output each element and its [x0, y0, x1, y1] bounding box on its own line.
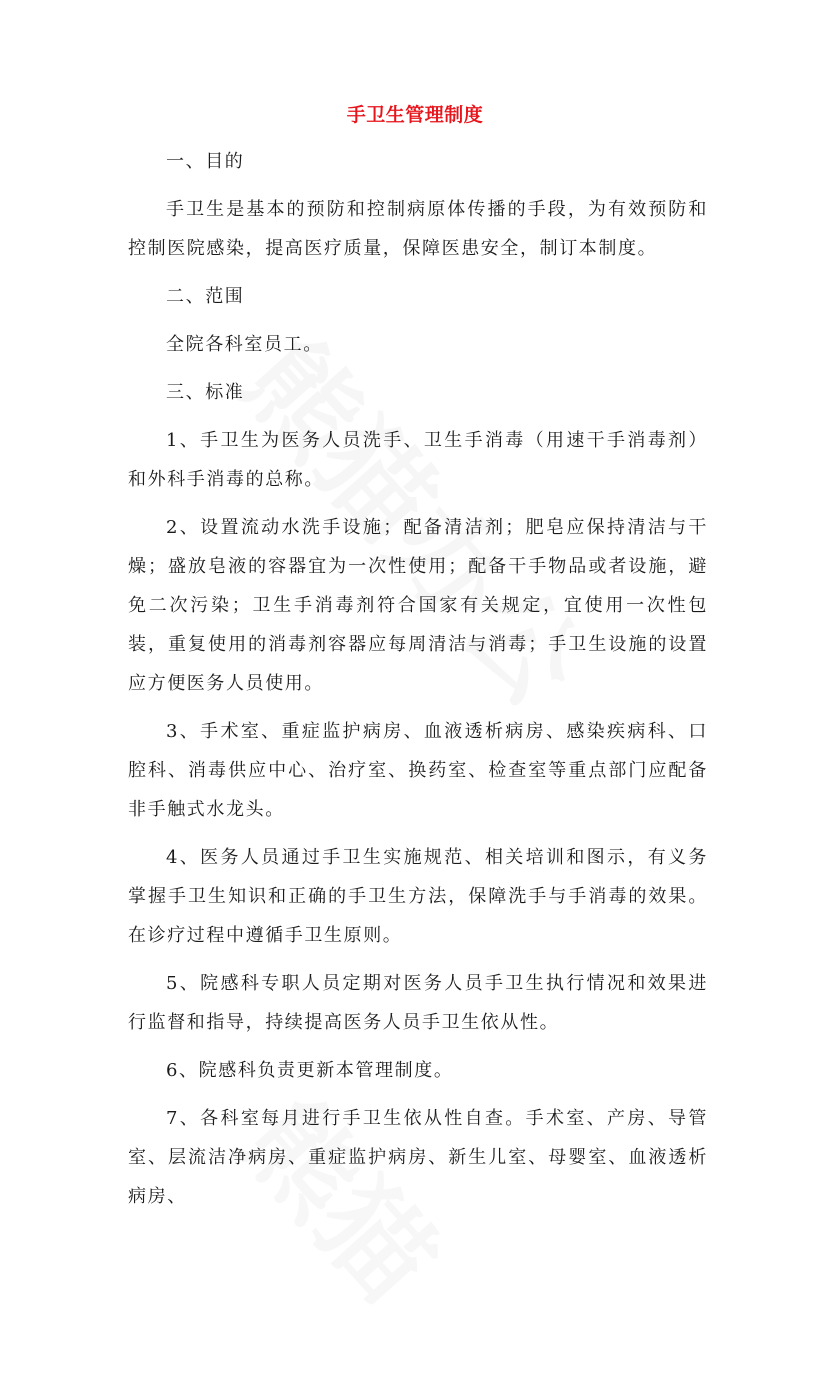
paragraph: 5、院感科专职人员定期对医务人员手卫生执行情况和效果进行监督和指导，持续提高医务人员手卫生依从性。 [128, 973, 708, 1033]
paragraph: 6、院感科负责更新本管理制度。 [166, 1060, 454, 1081]
paragraph: 2、设置流动水洗手设施；配备清洁剂；肥皂应保持清洁与干燥；盛放皂液的容器宜为一次性使用；配备干手物品或者设施，避免二次污染；卫生手消毒剂符合国家有关规定，宜使用一次性包装，重复使用的消毒剂容器应每周清洁与消毒；手卫生设施的设置应方便医务人员使用。 [128, 517, 708, 694]
paragraph: 7、各科室每月进行手卫生依从性自查。手术室、产房、导管室、层流洁净病房、重症监护病房、新生儿室、母婴室、血液透析病房、 [128, 1108, 708, 1207]
section-heading: 三、标准 [166, 382, 245, 403]
paragraph: 全院各科室员工。 [166, 334, 323, 355]
paragraph: 3、手术室、重症监护病房、血液透析病房、感染疾病科、口腔科、消毒供应中心、治疗室、换药室、检查室等重点部门应配备非手触式水龙头。 [128, 721, 708, 820]
paragraph: 1、手卫生为医务人员洗手、卫生手消毒（用速干手消毒剂）和外科手消毒的总称。 [128, 430, 708, 490]
document-body [128, 142, 708, 1225]
paragraph: 4、医务人员通过手卫生实施规范、相关培训和图示，有义务掌握手卫生知识和正确的手卫生方法，保障洗手与手消毒的效果。在诊疗过程中遵循手卫生原则。 [128, 847, 708, 946]
document-title: 手卫生管理制度 [346, 104, 484, 126]
paragraph: 手卫生是基本的预防和控制病原体传播的手段，为有效预防和控制医院感染，提高医疗质量，保障医患安全，制订本制度。 [128, 199, 708, 259]
section-heading: 一、目的 [166, 151, 245, 172]
section-heading: 二、范围 [166, 286, 245, 307]
